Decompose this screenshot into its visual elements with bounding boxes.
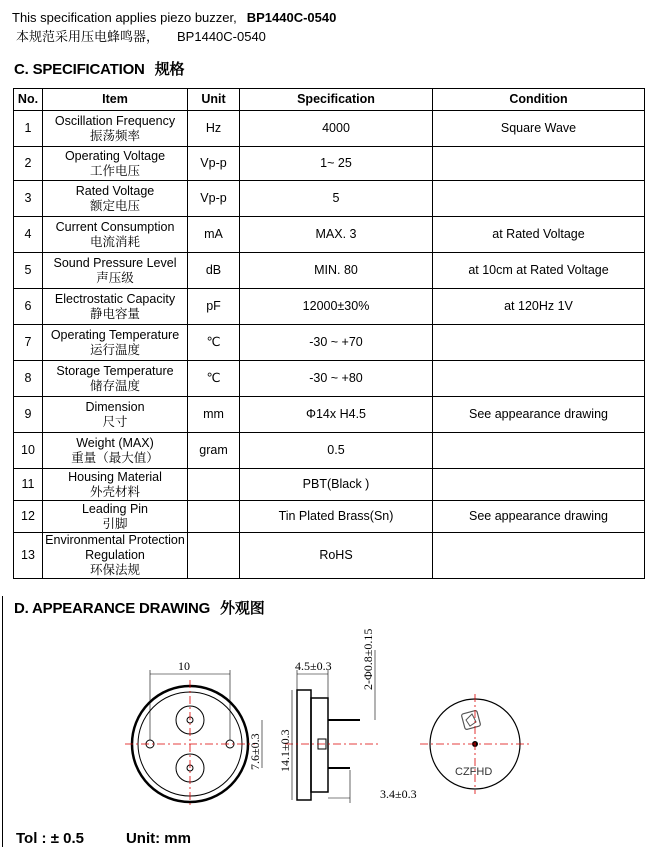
cell-unit: gram (188, 433, 240, 469)
item-name-cn: 储存温度 (89, 378, 140, 393)
item-name-en: Dimension (85, 399, 145, 414)
cell-item (43, 253, 188, 289)
front-view (125, 659, 262, 808)
cell-unit: Vp-p (188, 181, 240, 217)
cell-item (43, 325, 188, 361)
item-name-cn: 重量（最大值） (71, 450, 159, 465)
section-d-label: D. APPEARANCE DRAWING (14, 600, 211, 617)
cell-spec: 5 (240, 181, 433, 217)
cell-no: 10 (14, 433, 43, 469)
side-view (278, 629, 417, 803)
header-no: No. (14, 89, 43, 111)
dim-pin-len-label: 3.4±0.3 (380, 787, 417, 801)
table-row (14, 181, 645, 217)
table-body (14, 111, 645, 579)
intro-text-cn: 本规范采用压电蜂鸣器， (16, 29, 160, 44)
cell-spec: PBT(Black ) (240, 469, 433, 501)
item-name-cn: 外壳材料 (89, 484, 140, 499)
item-name-en: Operating Voltage (64, 148, 166, 163)
cell-no: 11 (14, 469, 43, 501)
item-name-cn: 电流消耗 (89, 234, 140, 249)
item-name-en: Electrostatic Capacity (54, 291, 176, 306)
spec-table (13, 88, 645, 579)
appearance-drawing (0, 620, 656, 830)
cell-condition: at 10cm at Rated Voltage (433, 253, 645, 289)
tolerance-note: Tol : ± 0.5 (16, 830, 84, 847)
cell-no: 6 (14, 289, 43, 325)
drawing-svg (0, 620, 656, 830)
cell-unit: pF (188, 289, 240, 325)
item-name-cn: 额定电压 (89, 198, 140, 213)
cell-item (43, 433, 188, 469)
cell-spec: -30 ~ +70 (240, 325, 433, 361)
side-body-outer (297, 690, 311, 800)
item-name-en: Oscillation Frequency (54, 113, 176, 128)
cell-no: 5 (14, 253, 43, 289)
cell-item (43, 147, 188, 181)
intro (12, 8, 336, 46)
table-row (14, 325, 645, 361)
item-name-en: Current Consumption (55, 219, 175, 234)
item-name-en: Housing Material (68, 469, 162, 484)
item-name-cn: 振荡频率 (89, 128, 140, 143)
dim-pin-dia-label: 2-Φ0.8±0.15 (361, 628, 375, 690)
table-row (14, 501, 645, 533)
cell-condition (433, 325, 645, 361)
header-item: Item (43, 89, 188, 111)
cell-condition: See appearance drawing (433, 397, 645, 433)
back-logo-text: CZFHD (455, 766, 493, 778)
intro-text-en: This specification applies piezo buzzer, (12, 10, 237, 25)
cell-unit (188, 469, 240, 501)
cell-no: 9 (14, 397, 43, 433)
dim-diameter-label: 14.1±0.3 (278, 729, 292, 772)
cell-unit (188, 533, 240, 579)
cell-unit: mm (188, 397, 240, 433)
unit-note: Unit: mm (125, 830, 191, 847)
cell-condition: at 120Hz 1V (433, 289, 645, 325)
dim-height-label: 4.5±0.3 (295, 659, 332, 673)
item-name-cn: 工作电压 (89, 163, 140, 178)
cell-unit: ℃ (188, 361, 240, 397)
cell-item (43, 181, 188, 217)
cell-spec: 0.5 (240, 433, 433, 469)
cell-condition (433, 181, 645, 217)
cell-unit: Hz (188, 111, 240, 147)
cell-no: 3 (14, 181, 43, 217)
cell-spec: 12000±30% (240, 289, 433, 325)
item-name-en: Leading Pin (81, 501, 149, 516)
cell-item (43, 501, 188, 533)
section-c-title (14, 58, 184, 79)
cell-no: 2 (14, 147, 43, 181)
item-name-cn: 尺寸 (102, 414, 128, 429)
item-name-cn: 运行温度 (89, 342, 140, 357)
cell-no: 7 (14, 325, 43, 361)
cell-unit: dB (188, 253, 240, 289)
cell-item (43, 217, 188, 253)
cell-no: 12 (14, 501, 43, 533)
section-d-label-cn: 外观图 (220, 600, 265, 617)
cell-spec: MAX. 3 (240, 217, 433, 253)
section-c-label-cn: 规格 (154, 61, 185, 78)
cell-unit (188, 501, 240, 533)
item-name-cn: 环保法规 (89, 563, 140, 577)
cell-spec: MIN. 80 (240, 253, 433, 289)
cell-condition: Square Wave (433, 111, 645, 147)
cell-item (43, 533, 188, 579)
intro-part-number-cn: BP1440C-0540 (177, 29, 266, 44)
cell-condition (433, 433, 645, 469)
intro-line-en (12, 8, 336, 27)
table-row (14, 469, 645, 501)
item-name-en: Rated Voltage (75, 183, 155, 198)
cell-condition (433, 361, 645, 397)
cell-item (43, 111, 188, 147)
cell-no: 4 (14, 217, 43, 253)
footer (16, 830, 191, 847)
table-row (14, 147, 645, 181)
cell-item (43, 397, 188, 433)
item-name-cn: 声压级 (96, 270, 134, 285)
cell-item (43, 361, 188, 397)
item-name-en: Storage Temperature (56, 363, 174, 378)
cell-condition: See appearance drawing (433, 501, 645, 533)
table-row (14, 253, 645, 289)
cell-item (43, 469, 188, 501)
cell-condition (433, 469, 645, 501)
cell-no: 1 (14, 111, 43, 147)
cell-spec: RoHS (240, 533, 433, 579)
header-condition: Condition (433, 89, 645, 111)
table-row (14, 217, 645, 253)
back-view (420, 694, 530, 794)
side-body-inner (311, 698, 328, 792)
item-name-cn: 静电容量 (89, 306, 140, 321)
table-row (14, 111, 645, 147)
cell-condition (433, 533, 645, 579)
cell-condition (433, 147, 645, 181)
header-unit: Unit (188, 89, 240, 111)
section-d-title (14, 597, 265, 618)
dim-width-label: 10 (178, 659, 190, 673)
intro-line-cn (12, 27, 336, 46)
table-row (14, 533, 645, 579)
cell-spec: 1~ 25 (240, 147, 433, 181)
item-name-en: Operating Temperature (50, 327, 180, 342)
cell-unit: ℃ (188, 325, 240, 361)
item-name-en: Weight (MAX) (76, 435, 154, 450)
cell-item (43, 289, 188, 325)
table-row (14, 289, 645, 325)
cell-spec: -30 ~ +80 (240, 361, 433, 397)
item-name-cn: 引脚 (102, 516, 128, 531)
intro-part-number-en: BP1440C-0540 (246, 10, 337, 25)
item-name-en: Sound Pressure Level (53, 255, 177, 270)
cell-spec: Φ14x H4.5 (240, 397, 433, 433)
cell-spec: Tin Plated Brass(Sn) (240, 501, 433, 533)
cell-unit: mA (188, 217, 240, 253)
brand-logo-icon (461, 710, 481, 730)
cell-condition: at Rated Voltage (433, 217, 645, 253)
table-row (14, 433, 645, 469)
item-name-en: Environmental Protection Regulation (45, 533, 185, 562)
table-header-row (14, 89, 645, 111)
table-row (14, 397, 645, 433)
cell-unit: Vp-p (188, 147, 240, 181)
dim-pin-pitch-label: 7.6±0.3 (248, 733, 262, 770)
cell-no: 13 (14, 533, 43, 579)
cell-spec: 4000 (240, 111, 433, 147)
cell-no: 8 (14, 361, 43, 397)
table-row (14, 361, 645, 397)
header-spec: Specification (240, 89, 433, 111)
section-c-label: C. SPECIFICATION (14, 61, 145, 78)
